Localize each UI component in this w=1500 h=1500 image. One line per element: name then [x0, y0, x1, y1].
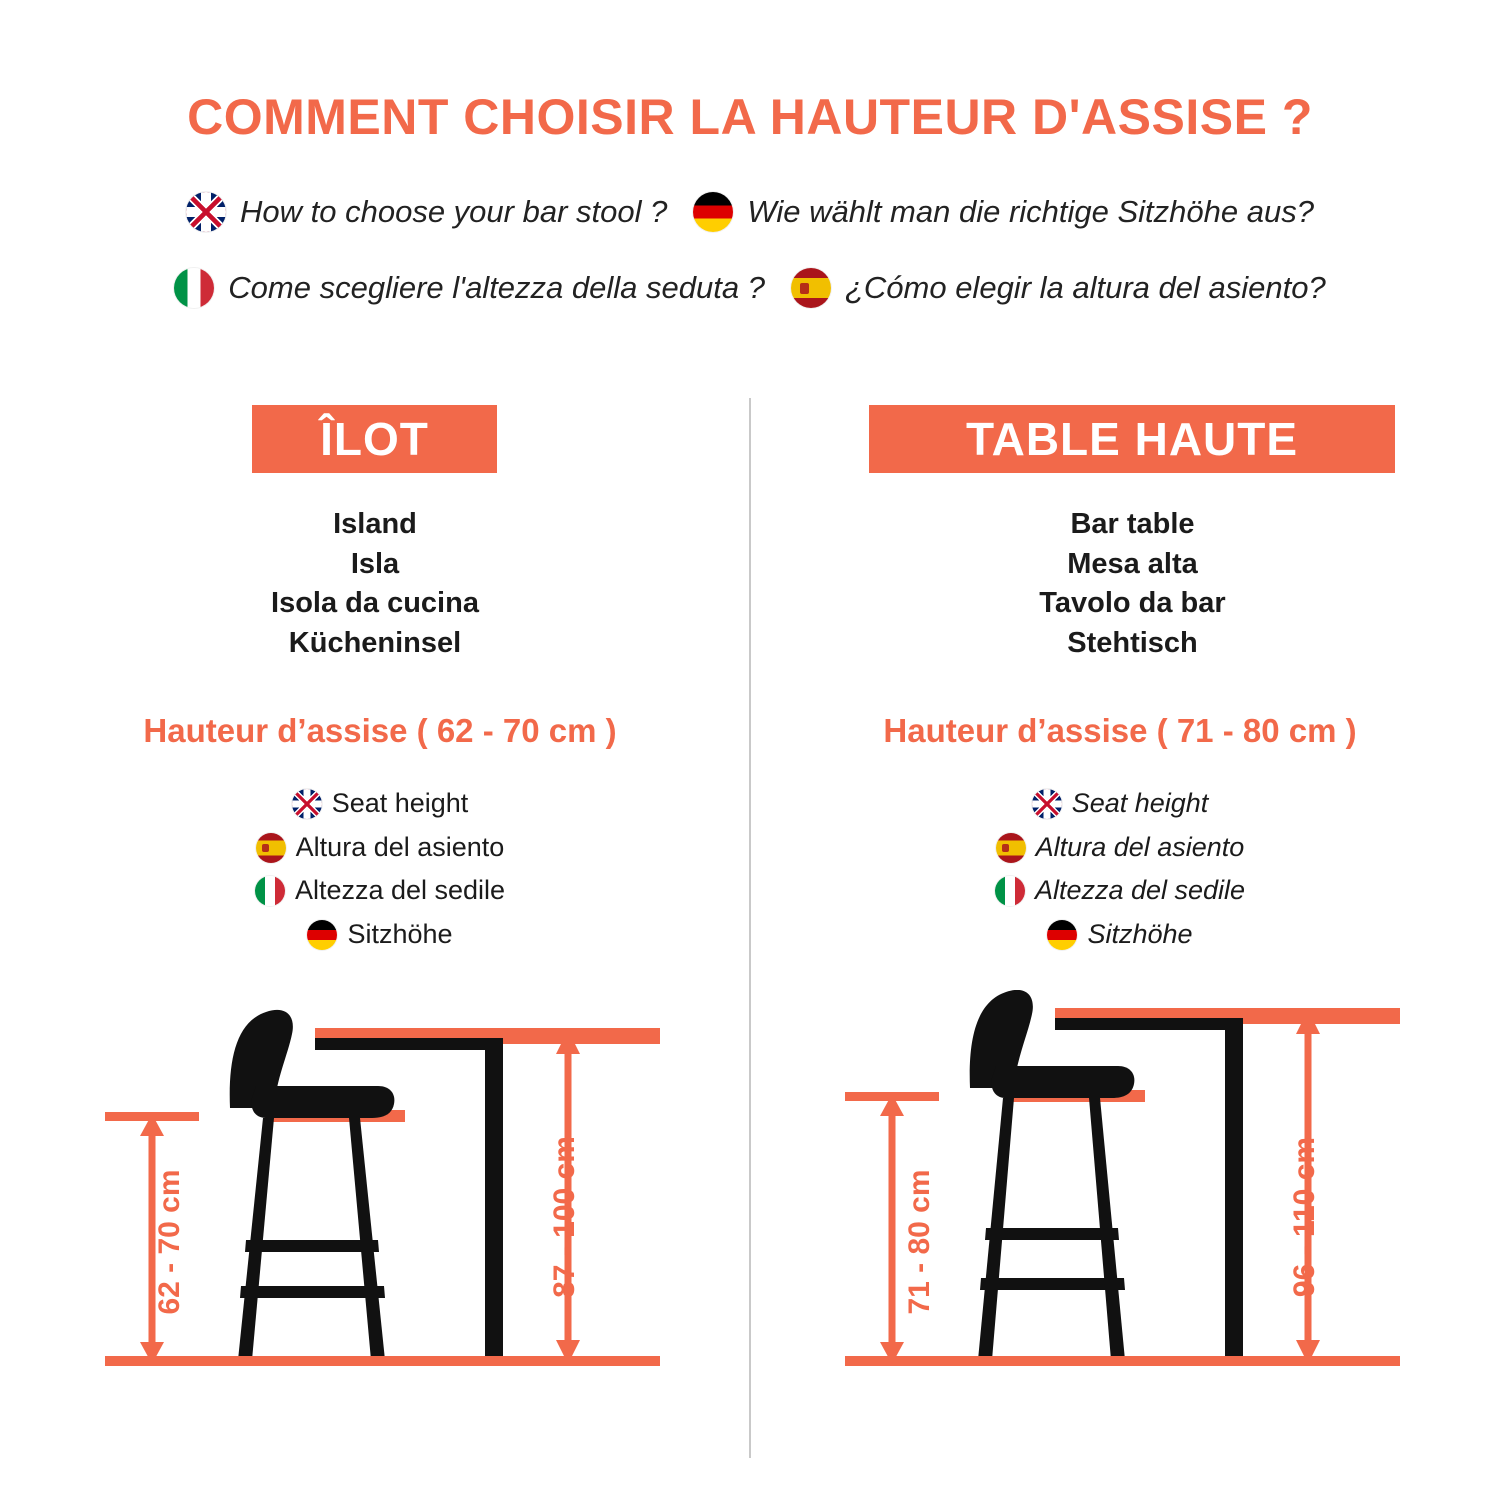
language-row-2 — [0, 268, 1500, 308]
seat-lang-label: Altezza del sedile — [1034, 875, 1246, 906]
language-label-en: How to choose your bar stool ? — [240, 194, 668, 229]
seat-height-title-left: Hauteur d’assise ( 62 - 70 cm ) — [143, 712, 617, 749]
flag-it-icon — [995, 876, 1025, 906]
language-item-it — [174, 268, 765, 308]
column-name-line: Mesa alta — [1067, 547, 1198, 580]
stool-footrest-lower — [980, 1278, 1125, 1290]
seat-height-languages-left — [60, 782, 700, 957]
column-names-ilot — [140, 505, 610, 664]
flag-it-icon — [174, 268, 214, 308]
seat-lang-label: Sitzhöhe — [1087, 919, 1193, 950]
seat-lang-label: Seat height — [1071, 788, 1209, 818]
seat-height-languages-right — [800, 782, 1440, 957]
seat-lang-es — [60, 826, 700, 870]
seat-lang-label: Sitzhöhe — [347, 919, 453, 950]
language-row-1 — [0, 192, 1500, 232]
language-label-it: Come scegliere l'altezza della seduta ? — [228, 270, 765, 305]
flag-de-icon — [1047, 920, 1077, 950]
flag-uk-icon — [186, 192, 226, 232]
column-divider — [749, 398, 751, 1458]
page-title: COMMENT CHOISIR LA HAUTEUR D'ASSISE ? — [187, 89, 1313, 145]
flag-de-icon — [693, 192, 733, 232]
language-item-es — [791, 268, 1326, 308]
stool-footrest-upper — [245, 1240, 379, 1252]
table-leg-shape — [1225, 1018, 1243, 1360]
seat-lang-en — [60, 782, 700, 826]
seat-lang-en — [800, 782, 1440, 826]
table-height-dimension-right: 96 - 110 cm — [1288, 1136, 1321, 1298]
column-badge-table-haute: TABLE HAUTE — [869, 405, 1395, 473]
seat-height-tick-top — [845, 1092, 939, 1101]
table-frame-shape — [315, 1038, 495, 1050]
seat-lang-de — [60, 913, 700, 957]
seat-height-dimension-right: 71 - 80 cm — [903, 1169, 936, 1315]
language-label-de: Wie wählt man die richtige Sitzhöhe aus? — [747, 194, 1314, 229]
language-label-es: ¿Cómo elegir la altura del asiento? — [844, 270, 1326, 305]
stool-seat-shape — [992, 1066, 1135, 1098]
table-frame-shape — [1055, 1018, 1235, 1030]
stool-leg-back — [349, 1118, 385, 1360]
column-badge-ilot: ÎLOT — [252, 405, 497, 473]
seat-lang-it — [800, 869, 1440, 913]
flag-uk-icon — [1032, 789, 1062, 819]
flag-es-icon — [996, 833, 1026, 863]
table-height-dimension-left: 87 - 100 cm — [548, 1136, 581, 1298]
seat-lang-de — [800, 913, 1440, 957]
column-name-line: Stehtisch — [1067, 627, 1198, 660]
stool-footrest-lower — [240, 1286, 385, 1298]
seat-lang-it — [60, 869, 700, 913]
column-name-line: Kücheninsel — [288, 627, 462, 660]
seat-lang-label: Seat height — [331, 788, 469, 818]
language-item-de — [693, 192, 1314, 232]
seat-lang-label: Altura del asiento — [295, 831, 505, 862]
flag-uk-icon — [292, 789, 322, 819]
flag-es-icon — [791, 268, 831, 308]
seat-height-dimension-left: 62 - 70 cm — [153, 1169, 186, 1315]
column-name-line: Isla — [350, 547, 400, 580]
seat-lang-es — [800, 826, 1440, 870]
column-name-line: Isola da cucina — [271, 587, 479, 620]
seat-height-title-right: Hauteur d’assise ( 71 - 80 cm ) — [883, 712, 1357, 749]
table-leg-shape — [485, 1038, 503, 1360]
column-name-line: Bar table — [1070, 508, 1195, 540]
column-name-line: Island — [333, 508, 417, 540]
diagram-bar-table — [800, 990, 1420, 1390]
stool-footrest-upper — [985, 1228, 1119, 1240]
seat-lang-label: Altezza del sedile — [294, 875, 506, 906]
flag-it-icon — [255, 876, 285, 906]
flag-de-icon — [307, 920, 337, 950]
language-item-en — [186, 192, 667, 232]
column-names-table-haute — [890, 505, 1375, 664]
flag-es-icon — [256, 833, 286, 863]
stool-leg-front — [238, 1118, 274, 1360]
seat-lang-label: Altura del asiento — [1035, 831, 1245, 862]
column-name-line: Tavolo da bar — [1039, 587, 1226, 620]
stool-seat-shape — [252, 1086, 395, 1118]
floor-line — [105, 1356, 660, 1366]
